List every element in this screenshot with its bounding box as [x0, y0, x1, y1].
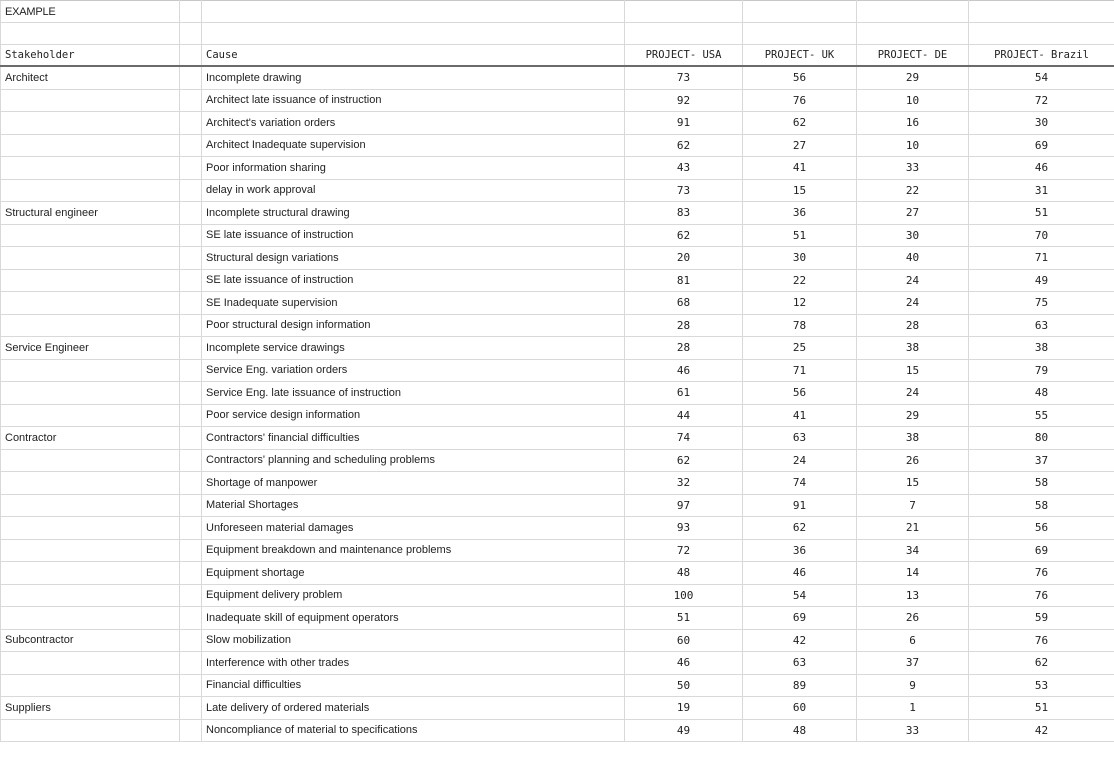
project-uk-cell[interactable]: 78: [743, 314, 857, 337]
empty-cell[interactable]: [180, 292, 202, 315]
stakeholder-cell[interactable]: Structural engineer: [1, 202, 180, 225]
project-brazil-cell[interactable]: 51: [969, 697, 1114, 720]
cause-cell[interactable]: Contractors' financial difficulties: [202, 427, 625, 450]
stakeholder-cell[interactable]: Subcontractor: [1, 629, 180, 652]
project-uk-cell[interactable]: 24: [743, 449, 857, 472]
table-row: [1, 157, 1114, 180]
stakeholder-cell[interactable]: [1, 292, 180, 315]
project-brazil-cell[interactable]: 62: [969, 652, 1114, 675]
stakeholder-cell[interactable]: [1, 674, 180, 697]
cause-cell[interactable]: Slow mobilization: [202, 629, 625, 652]
project-brazil-cell[interactable]: 76: [969, 562, 1114, 585]
project-uk-cell[interactable]: 42: [743, 629, 857, 652]
empty-cell[interactable]: [180, 247, 202, 270]
project-de-cell[interactable]: 15: [857, 359, 969, 382]
project-uk-cell[interactable]: 63: [743, 652, 857, 675]
stakeholder-cell[interactable]: Suppliers: [1, 697, 180, 720]
project-de-cell[interactable]: 7: [857, 494, 969, 517]
stakeholder-cell[interactable]: Service Engineer: [1, 337, 180, 360]
table-row: [1, 494, 1114, 517]
table-row: [1, 112, 1114, 135]
table-row: [1, 202, 1114, 225]
project-de-cell[interactable]: 15: [857, 472, 969, 495]
project-uk-cell[interactable]: 36: [743, 539, 857, 562]
header-row: [1, 45, 1114, 67]
empty-cell[interactable]: [180, 472, 202, 495]
empty-cell[interactable]: [180, 23, 202, 45]
project-de-cell[interactable]: 26: [857, 449, 969, 472]
project-usa-cell[interactable]: 51: [625, 607, 743, 630]
header-project-uk[interactable]: PROJECT- UK: [743, 45, 857, 67]
table-row: [1, 89, 1114, 112]
stakeholder-cell[interactable]: [1, 359, 180, 382]
project-usa-cell[interactable]: 68: [625, 292, 743, 315]
cause-cell[interactable]: Inadequate skill of equipment operators: [202, 607, 625, 630]
cause-cell[interactable]: Financial difficulties: [202, 674, 625, 697]
empty-cell[interactable]: [180, 674, 202, 697]
project-usa-cell[interactable]: 19: [625, 697, 743, 720]
project-usa-cell[interactable]: 44: [625, 404, 743, 427]
stakeholder-cell[interactable]: [1, 89, 180, 112]
cause-cell[interactable]: Incomplete service drawings: [202, 337, 625, 360]
cause-cell[interactable]: Equipment delivery problem: [202, 584, 625, 607]
cause-cell[interactable]: Material Shortages: [202, 494, 625, 517]
stakeholder-cell[interactable]: [1, 134, 180, 157]
project-usa-cell[interactable]: 83: [625, 202, 743, 225]
table-row: [1, 382, 1114, 405]
empty-cell[interactable]: [625, 1, 743, 23]
table-row: [1, 359, 1114, 382]
cause-cell[interactable]: Architect Inadequate supervision: [202, 134, 625, 157]
cause-cell[interactable]: Poor service design information: [202, 404, 625, 427]
cause-cell[interactable]: Equipment shortage: [202, 562, 625, 585]
project-uk-cell[interactable]: 27: [743, 134, 857, 157]
cause-cell[interactable]: SE late issuance of instruction: [202, 269, 625, 292]
project-de-cell[interactable]: 10: [857, 89, 969, 112]
header-stakeholder[interactable]: Stakeholder: [1, 45, 180, 67]
table-row: [1, 539, 1114, 562]
table-row: [1, 427, 1114, 450]
project-uk-cell[interactable]: 25: [743, 337, 857, 360]
table-row: [1, 472, 1114, 495]
stakeholder-cell[interactable]: [1, 517, 180, 540]
table-row: [1, 179, 1114, 202]
cause-cell[interactable]: Service Eng. late issuance of instruction: [202, 382, 625, 405]
project-usa-cell[interactable]: 28: [625, 314, 743, 337]
empty-cell[interactable]: [180, 337, 202, 360]
table-row: [1, 224, 1114, 247]
table-row: [1, 674, 1114, 697]
table-row: [1, 607, 1114, 630]
project-uk-cell[interactable]: 63: [743, 427, 857, 450]
project-de-cell[interactable]: 26: [857, 607, 969, 630]
empty-cell[interactable]: [180, 314, 202, 337]
project-uk-cell[interactable]: 48: [743, 719, 857, 742]
project-usa-cell[interactable]: 97: [625, 494, 743, 517]
stakeholder-cell[interactable]: [1, 539, 180, 562]
stakeholder-cell[interactable]: [1, 584, 180, 607]
project-usa-cell[interactable]: 62: [625, 449, 743, 472]
project-brazil-cell[interactable]: 79: [969, 359, 1114, 382]
project-brazil-cell[interactable]: 54: [969, 66, 1114, 89]
cause-cell[interactable]: Incomplete drawing: [202, 66, 625, 89]
stakeholder-cell[interactable]: [1, 449, 180, 472]
cause-cell[interactable]: Unforeseen material damages: [202, 517, 625, 540]
project-de-cell[interactable]: 38: [857, 337, 969, 360]
header-project-brazil[interactable]: PROJECT- Brazil: [969, 45, 1114, 67]
project-uk-cell[interactable]: 62: [743, 517, 857, 540]
empty-cell[interactable]: [180, 134, 202, 157]
stakeholder-cell[interactable]: [1, 157, 180, 180]
project-uk-cell[interactable]: 71: [743, 359, 857, 382]
header-project-usa[interactable]: PROJECT- USA: [625, 45, 743, 67]
project-uk-cell[interactable]: 89: [743, 674, 857, 697]
project-usa-cell[interactable]: 91: [625, 112, 743, 135]
stakeholder-cell[interactable]: [1, 269, 180, 292]
header-project-de[interactable]: PROJECT- DE: [857, 45, 969, 67]
table-row: [1, 719, 1114, 742]
project-brazil-cell[interactable]: 31: [969, 179, 1114, 202]
blank-row: [1, 23, 1114, 45]
project-uk-cell[interactable]: 76: [743, 89, 857, 112]
stakeholder-cell[interactable]: [1, 224, 180, 247]
stakeholder-cell[interactable]: [1, 494, 180, 517]
empty-cell[interactable]: [625, 23, 743, 45]
project-brazil-cell[interactable]: 75: [969, 292, 1114, 315]
empty-cell[interactable]: [180, 404, 202, 427]
project-uk-cell[interactable]: 15: [743, 179, 857, 202]
project-de-cell[interactable]: 1: [857, 697, 969, 720]
table-row: [1, 449, 1114, 472]
project-brazil-cell[interactable]: 48: [969, 382, 1114, 405]
project-usa-cell[interactable]: 81: [625, 269, 743, 292]
cause-cell[interactable]: Poor information sharing: [202, 157, 625, 180]
cause-cell[interactable]: Contractors' planning and scheduling problems: [202, 449, 625, 472]
empty-cell[interactable]: [180, 112, 202, 135]
project-de-cell[interactable]: 34: [857, 539, 969, 562]
empty-cell[interactable]: [180, 269, 202, 292]
empty-cell[interactable]: [857, 23, 969, 45]
stakeholder-cell[interactable]: [1, 179, 180, 202]
empty-cell[interactable]: [180, 719, 202, 742]
empty-cell[interactable]: [743, 23, 857, 45]
empty-cell[interactable]: [202, 23, 625, 45]
project-brazil-cell[interactable]: 55: [969, 404, 1114, 427]
table-row: [1, 337, 1114, 360]
cause-cell[interactable]: SE late issuance of instruction: [202, 224, 625, 247]
project-brazil-cell[interactable]: 30: [969, 112, 1114, 135]
project-brazil-cell[interactable]: 49: [969, 269, 1114, 292]
empty-cell[interactable]: [180, 179, 202, 202]
project-usa-cell[interactable]: 93: [625, 517, 743, 540]
empty-cell[interactable]: [857, 1, 969, 23]
empty-cell[interactable]: [1, 23, 180, 45]
table-row: [1, 629, 1114, 652]
cause-cell[interactable]: Architect's variation orders: [202, 112, 625, 135]
project-de-cell[interactable]: 29: [857, 66, 969, 89]
table-row: [1, 292, 1114, 315]
project-de-cell[interactable]: 24: [857, 382, 969, 405]
cause-cell[interactable]: Poor structural design information: [202, 314, 625, 337]
project-uk-cell[interactable]: 62: [743, 112, 857, 135]
project-brazil-cell[interactable]: 70: [969, 224, 1114, 247]
project-de-cell[interactable]: 33: [857, 719, 969, 742]
empty-cell[interactable]: [180, 89, 202, 112]
project-brazil-cell[interactable]: 56: [969, 517, 1114, 540]
project-usa-cell[interactable]: 73: [625, 66, 743, 89]
project-usa-cell[interactable]: 61: [625, 382, 743, 405]
project-brazil-cell[interactable]: 38: [969, 337, 1114, 360]
stakeholder-cell[interactable]: [1, 112, 180, 135]
project-brazil-cell[interactable]: 37: [969, 449, 1114, 472]
project-de-cell[interactable]: 24: [857, 269, 969, 292]
header-cause[interactable]: Cause: [202, 45, 625, 67]
stakeholder-cell[interactable]: [1, 652, 180, 675]
cause-cell[interactable]: Shortage of manpower: [202, 472, 625, 495]
project-usa-cell[interactable]: 92: [625, 89, 743, 112]
table-row: [1, 134, 1114, 157]
project-de-cell[interactable]: 24: [857, 292, 969, 315]
project-usa-cell[interactable]: 20: [625, 247, 743, 270]
project-usa-cell[interactable]: 73: [625, 179, 743, 202]
project-de-cell[interactable]: 28: [857, 314, 969, 337]
project-de-cell[interactable]: 27: [857, 202, 969, 225]
stakeholder-cell[interactable]: [1, 562, 180, 585]
project-de-cell[interactable]: 21: [857, 517, 969, 540]
empty-cell[interactable]: [180, 562, 202, 585]
project-brazil-cell[interactable]: 58: [969, 472, 1114, 495]
project-usa-cell[interactable]: 74: [625, 427, 743, 450]
project-usa-cell[interactable]: 60: [625, 629, 743, 652]
project-brazil-cell[interactable]: 51: [969, 202, 1114, 225]
stakeholder-cell[interactable]: Contractor: [1, 427, 180, 450]
empty-cell[interactable]: [180, 584, 202, 607]
project-de-cell[interactable]: 6: [857, 629, 969, 652]
table-row: [1, 584, 1114, 607]
empty-cell[interactable]: [180, 494, 202, 517]
project-de-cell[interactable]: 38: [857, 427, 969, 450]
title-row: [1, 1, 1114, 23]
empty-cell[interactable]: [180, 517, 202, 540]
project-uk-cell[interactable]: 41: [743, 404, 857, 427]
project-uk-cell[interactable]: 22: [743, 269, 857, 292]
project-usa-cell[interactable]: 62: [625, 134, 743, 157]
empty-cell[interactable]: [202, 1, 625, 23]
empty-cell[interactable]: [969, 1, 1114, 23]
empty-cell[interactable]: [180, 224, 202, 247]
project-uk-cell[interactable]: 30: [743, 247, 857, 270]
table-row: [1, 314, 1114, 337]
cause-cell[interactable]: Service Eng. variation orders: [202, 359, 625, 382]
table-row: [1, 562, 1114, 585]
project-brazil-cell[interactable]: 59: [969, 607, 1114, 630]
empty-cell[interactable]: [180, 66, 202, 89]
project-uk-cell[interactable]: 36: [743, 202, 857, 225]
project-uk-cell[interactable]: 74: [743, 472, 857, 495]
project-de-cell[interactable]: 40: [857, 247, 969, 270]
empty-cell[interactable]: [180, 697, 202, 720]
project-de-cell[interactable]: 37: [857, 652, 969, 675]
table-row: [1, 404, 1114, 427]
empty-cell[interactable]: [969, 23, 1114, 45]
project-uk-cell[interactable]: 56: [743, 66, 857, 89]
stakeholder-cell[interactable]: [1, 314, 180, 337]
project-de-cell[interactable]: 13: [857, 584, 969, 607]
project-brazil-cell[interactable]: 42: [969, 719, 1114, 742]
project-usa-cell[interactable]: 49: [625, 719, 743, 742]
empty-cell[interactable]: [180, 45, 202, 67]
project-de-cell[interactable]: 22: [857, 179, 969, 202]
project-de-cell[interactable]: 9: [857, 674, 969, 697]
project-usa-cell[interactable]: 46: [625, 359, 743, 382]
project-brazil-cell[interactable]: 69: [969, 539, 1114, 562]
cause-cell[interactable]: Incomplete structural drawing: [202, 202, 625, 225]
cause-cell[interactable]: Interference with other trades: [202, 652, 625, 675]
project-usa-cell[interactable]: 50: [625, 674, 743, 697]
project-brazil-cell[interactable]: 76: [969, 629, 1114, 652]
empty-cell[interactable]: [180, 449, 202, 472]
stakeholder-cell[interactable]: [1, 404, 180, 427]
empty-cell[interactable]: [180, 382, 202, 405]
empty-cell[interactable]: [180, 1, 202, 23]
project-uk-cell[interactable]: 46: [743, 562, 857, 585]
stakeholder-cell[interactable]: [1, 382, 180, 405]
project-brazil-cell[interactable]: 63: [969, 314, 1114, 337]
project-usa-cell[interactable]: 48: [625, 562, 743, 585]
table-row: [1, 247, 1114, 270]
empty-cell[interactable]: [180, 359, 202, 382]
project-uk-cell[interactable]: 54: [743, 584, 857, 607]
project-uk-cell[interactable]: 12: [743, 292, 857, 315]
project-uk-cell[interactable]: 56: [743, 382, 857, 405]
empty-cell[interactable]: [180, 629, 202, 652]
project-uk-cell[interactable]: 41: [743, 157, 857, 180]
cause-cell[interactable]: Late delivery of ordered materials: [202, 697, 625, 720]
project-de-cell[interactable]: 10: [857, 134, 969, 157]
cause-cell[interactable]: Noncompliance of material to specifications: [202, 719, 625, 742]
project-de-cell[interactable]: 29: [857, 404, 969, 427]
project-brazil-cell[interactable]: 76: [969, 584, 1114, 607]
project-brazil-cell[interactable]: 80: [969, 427, 1114, 450]
project-de-cell[interactable]: 33: [857, 157, 969, 180]
empty-cell[interactable]: [180, 427, 202, 450]
table-row: [1, 66, 1114, 89]
project-usa-cell[interactable]: 100: [625, 584, 743, 607]
project-brazil-cell[interactable]: 46: [969, 157, 1114, 180]
cause-cell[interactable]: Structural design variations: [202, 247, 625, 270]
project-usa-cell[interactable]: 62: [625, 224, 743, 247]
project-usa-cell[interactable]: 28: [625, 337, 743, 360]
cause-cell[interactable]: delay in work approval: [202, 179, 625, 202]
sheet-title-cell[interactable]: EXAMPLE: [1, 1, 180, 23]
stakeholder-cell[interactable]: [1, 719, 180, 742]
project-brazil-cell[interactable]: 72: [969, 89, 1114, 112]
project-usa-cell[interactable]: 72: [625, 539, 743, 562]
project-usa-cell[interactable]: 46: [625, 652, 743, 675]
project-uk-cell[interactable]: 69: [743, 607, 857, 630]
empty-cell[interactable]: [180, 607, 202, 630]
project-usa-cell[interactable]: 43: [625, 157, 743, 180]
table-row: [1, 269, 1114, 292]
project-brazil-cell[interactable]: 71: [969, 247, 1114, 270]
stakeholder-cell[interactable]: Architect: [1, 66, 180, 89]
empty-cell[interactable]: [180, 539, 202, 562]
cause-cell[interactable]: Architect late issuance of instruction: [202, 89, 625, 112]
project-usa-cell[interactable]: 32: [625, 472, 743, 495]
stakeholder-cell[interactable]: [1, 247, 180, 270]
project-brazil-cell[interactable]: 53: [969, 674, 1114, 697]
table-row: [1, 697, 1114, 720]
empty-cell[interactable]: [180, 157, 202, 180]
project-de-cell[interactable]: 30: [857, 224, 969, 247]
table-row: [1, 517, 1114, 540]
empty-cell[interactable]: [180, 202, 202, 225]
project-de-cell[interactable]: 16: [857, 112, 969, 135]
empty-cell[interactable]: [743, 1, 857, 23]
stakeholder-cell[interactable]: [1, 607, 180, 630]
project-uk-cell[interactable]: 60: [743, 697, 857, 720]
stakeholder-cell[interactable]: [1, 472, 180, 495]
project-brazil-cell[interactable]: 69: [969, 134, 1114, 157]
project-uk-cell[interactable]: 91: [743, 494, 857, 517]
project-brazil-cell[interactable]: 58: [969, 494, 1114, 517]
table-row: [1, 652, 1114, 675]
project-de-cell[interactable]: 14: [857, 562, 969, 585]
cause-cell[interactable]: Equipment breakdown and maintenance problems: [202, 539, 625, 562]
project-uk-cell[interactable]: 51: [743, 224, 857, 247]
empty-cell[interactable]: [180, 652, 202, 675]
cause-cell[interactable]: SE Inadequate supervision: [202, 292, 625, 315]
